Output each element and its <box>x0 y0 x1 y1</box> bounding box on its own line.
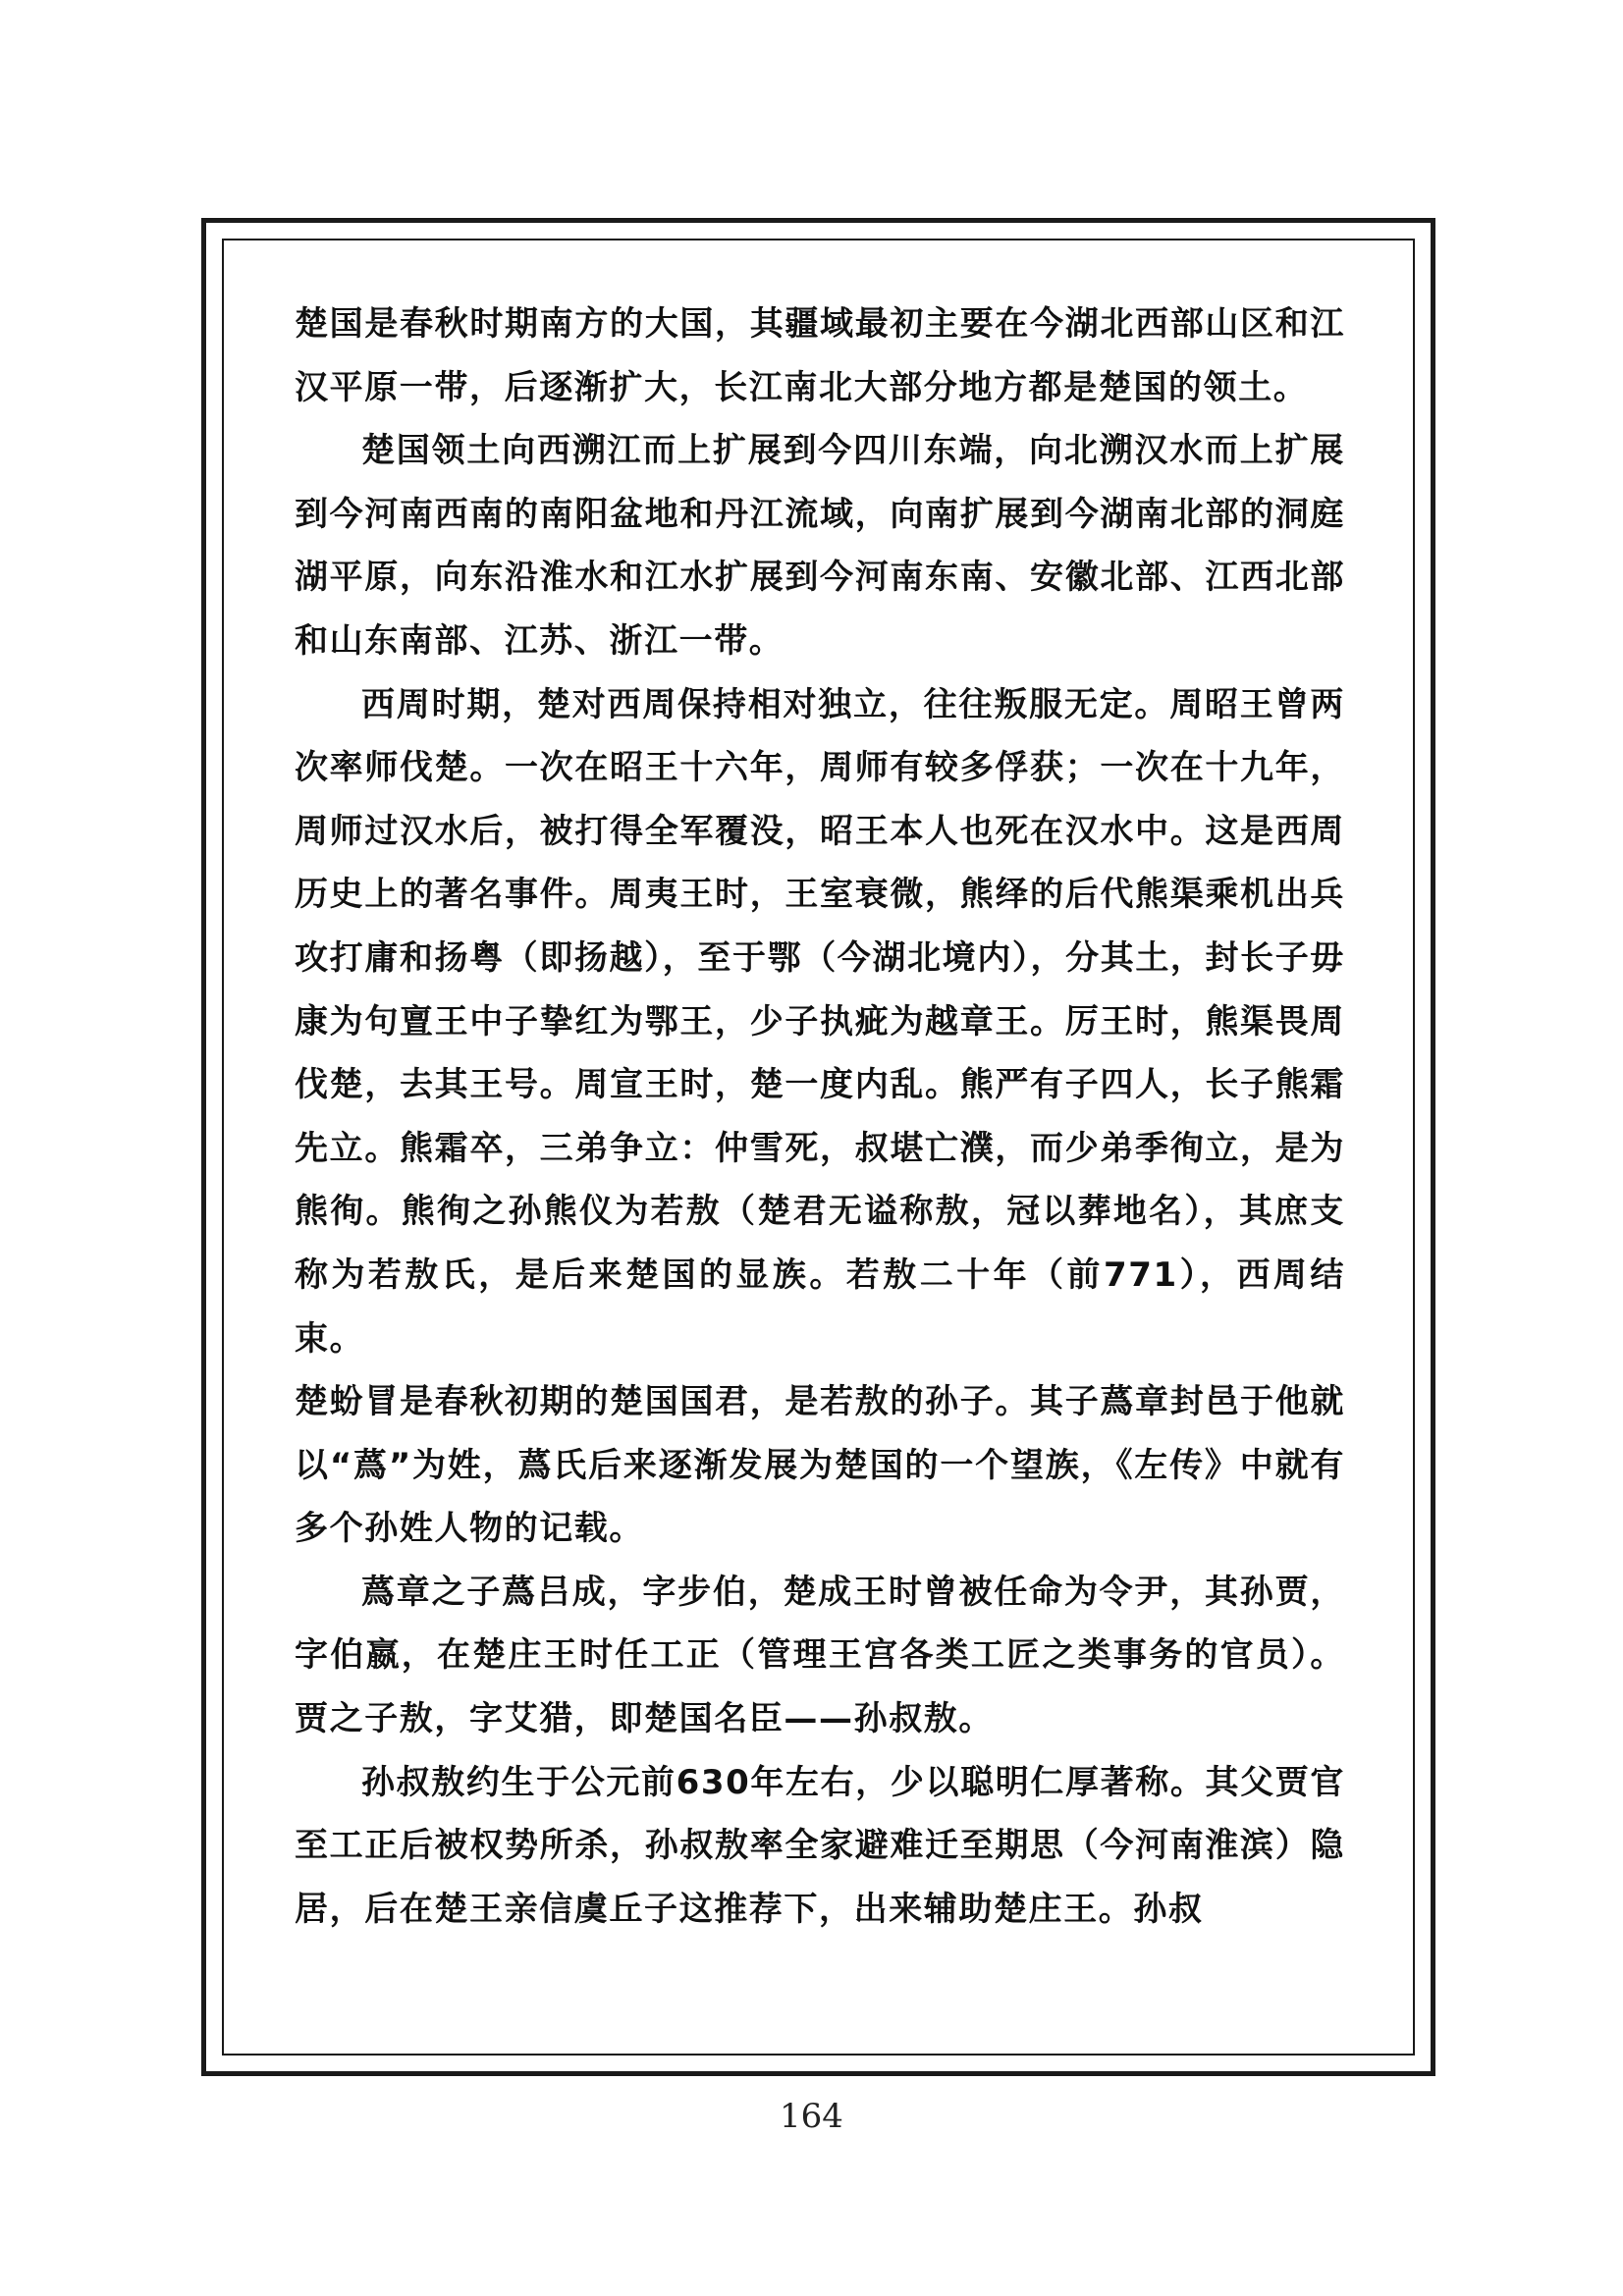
body-text <box>295 293 1345 1941</box>
page-number: 164 <box>780 2097 843 2136</box>
paragraph-3: 西周时期，楚对西周保持相对独立，往往叛服无定。周昭王曾两次率师伐楚。一次在昭王十六年，周师有较多俘获；一次在十九年，周师过汉水后，被打得全军覆没，昭王本人也死在汉水中。这是西周历史上的著名事件。周夷王时，王室衰微，熊绎的后代熊渠乘机出兵攻打庸和扬粤（即扬越），至于鄂（今湖北境内），分其土，封长子毋康为句亶王中子挚红为鄂王，少子执疵为越章王。厉王时，熊渠畏周伐楚，去其王号。周宣王时，楚一度内乱。熊严有子四人，长子熊霜先立。熊霜卒，三弟争立：仲雪死，叔堪亡濮，而少弟季徇立，是为熊徇。熊徇之孙熊仪为若敖（楚君无谥称敖，冠以葬地名），其庶支称为若敖氏，是后来楚国的显族。若敖二十年（前771），西周结束。 <box>295 684 1345 1359</box>
paragraph-1: 楚国是春秋时期南方的大国，其疆域最初主要在今湖北西部山区和江汉平原一带，后逐渐扩大，长江南北大部分地方都是楚国的领土。 <box>295 304 1345 407</box>
paragraph-4: 楚蚡冒是春秋初期的楚国国君，是若敖的孙子。其子蔿章封邑于他就以“蔿”为姓，蔿氏后来逐渐发展为楚国的一个望族，《左传》中就有多个孙姓人物的记载。 <box>295 1382 1345 1549</box>
paragraph-5: 蔿章之子蔿吕成，字步伯，楚成王时曾被任命为令尹，其孙贾，字伯嬴，在楚庄王时任工正（管理王宫各类工匠之类事务的官员）。贾之子敖，字艾猎，即楚国名臣——孙叔敖。 <box>295 1572 1345 1739</box>
paragraph-6: 孙叔敖约生于公元前630年左右，少以聪明仁厚著称。其父贾官至工正后被权势所杀，孙叔敖率全家避难迁至期思（今河南淮滨）隐居，后在楚王亲信虞丘子这推荐下，出来辅助楚庄王。孙叔 <box>295 1762 1345 1929</box>
paragraph-2: 楚国领土向西溯江而上扩展到今四川东端，向北溯汉水而上扩展到今河南西南的南阳盆地和丹江流域，向南扩展到今湖南北部的洞庭湖平原，向东沿淮水和江水扩展到今河南东南、安徽北部、江西北部和山东南部、江苏、浙江一带。 <box>295 431 1345 661</box>
